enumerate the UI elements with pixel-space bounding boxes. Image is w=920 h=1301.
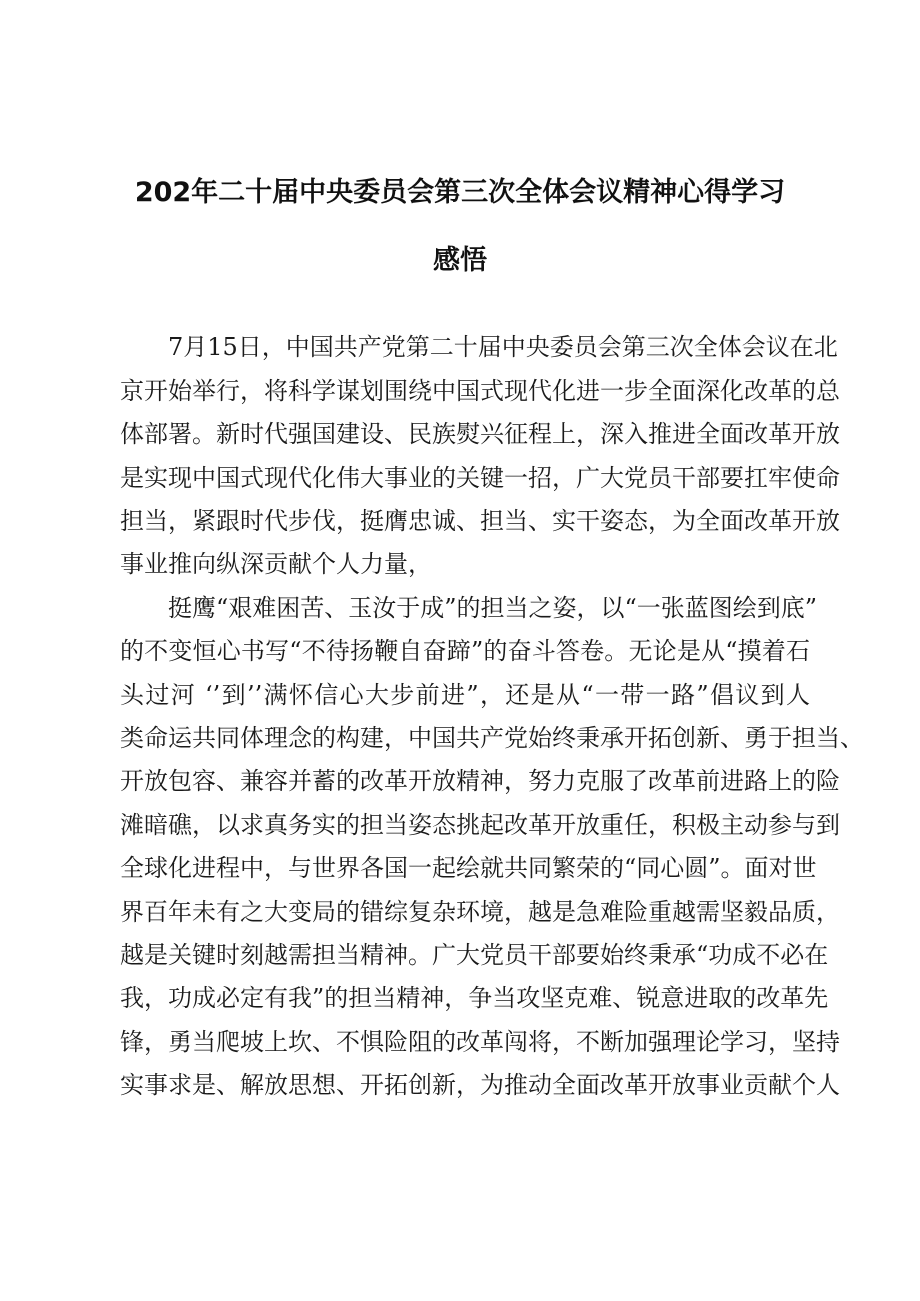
paragraph-line: 实事求是、解放思想、开拓创新，为推动全面改革开放事业贡献个人 bbox=[120, 1071, 840, 1099]
paragraph-line: 7月15日，中国共产党第二十届中央委员会第三次全体会议在北 bbox=[168, 333, 838, 361]
paragraph-line: 是实现中国式现代化伟大事业的关键一招，广大党员干部要扛牢使命 bbox=[120, 464, 840, 492]
paragraph-line: 锋，勇当爬坡上坎、不惧险阻的改革闯将，不断加强理论学习，坚持 bbox=[120, 1028, 840, 1056]
paragraph-line: 事业推向纵深贡献个人力量， bbox=[120, 550, 432, 578]
document-title-line-2: 感悟 bbox=[433, 245, 487, 276]
paragraph-line: 开放包容、兼容并蓄的改革开放精神，努力克服了改革前进路上的险 bbox=[120, 767, 840, 795]
paragraph-line: 京开始举行，将科学谋划围绕中国式现代化进一步全面深化改革的总 bbox=[120, 377, 840, 405]
paragraph-line: 挺鹰“艰难困苦、玉汝于成”的担当之姿，以“一张蓝图绘到底” bbox=[168, 594, 818, 622]
paragraph-line: 担当，紧跟时代步伐，挺膺忠诚、担当、实干姿态，为全面改革开放 bbox=[120, 507, 840, 535]
paragraph-line: 类命运共同体理念的构建，中国共产党始终秉承开拓创新、勇于担当、 bbox=[120, 724, 864, 752]
paragraph-line: 越是关键时刻越需担当精神。广大党员干部要始终秉承“功成不必在 bbox=[120, 941, 829, 969]
paragraph-line: 的不变恒心书写“不待扬鞭自奋蹄”的奋斗答卷。无论是从“摸着石 bbox=[120, 637, 810, 665]
paragraph-line: 我，功成必定有我”的担当精神，争当攻坚克难、锐意进取的改革先 bbox=[120, 984, 829, 1012]
paragraph-line: 头过河 ‘’到’’满怀信心大步前进”，还是从“一带一路”倡议到人 bbox=[120, 681, 810, 709]
document-title-line-1: 202年二十届中央委员会第三次全体会议精神心得学习 bbox=[134, 177, 786, 208]
paragraph-line: 体部署。新时代强国建设、民族熨兴征程上，深入推进全面改革开放 bbox=[120, 420, 840, 448]
paragraph-line: 全球化进程中，与世界各国一起绘就共同繁荣的“同心圆”。面对世 bbox=[120, 854, 817, 882]
paragraph-line: 滩暗礁，以求真务实的担当姿态挑起改革开放重任，积极主动参与到 bbox=[120, 811, 840, 839]
paragraph-line: 界百年未有之大变局的错综复杂环境，越是急难险重越需坚毅品质， bbox=[120, 898, 840, 926]
